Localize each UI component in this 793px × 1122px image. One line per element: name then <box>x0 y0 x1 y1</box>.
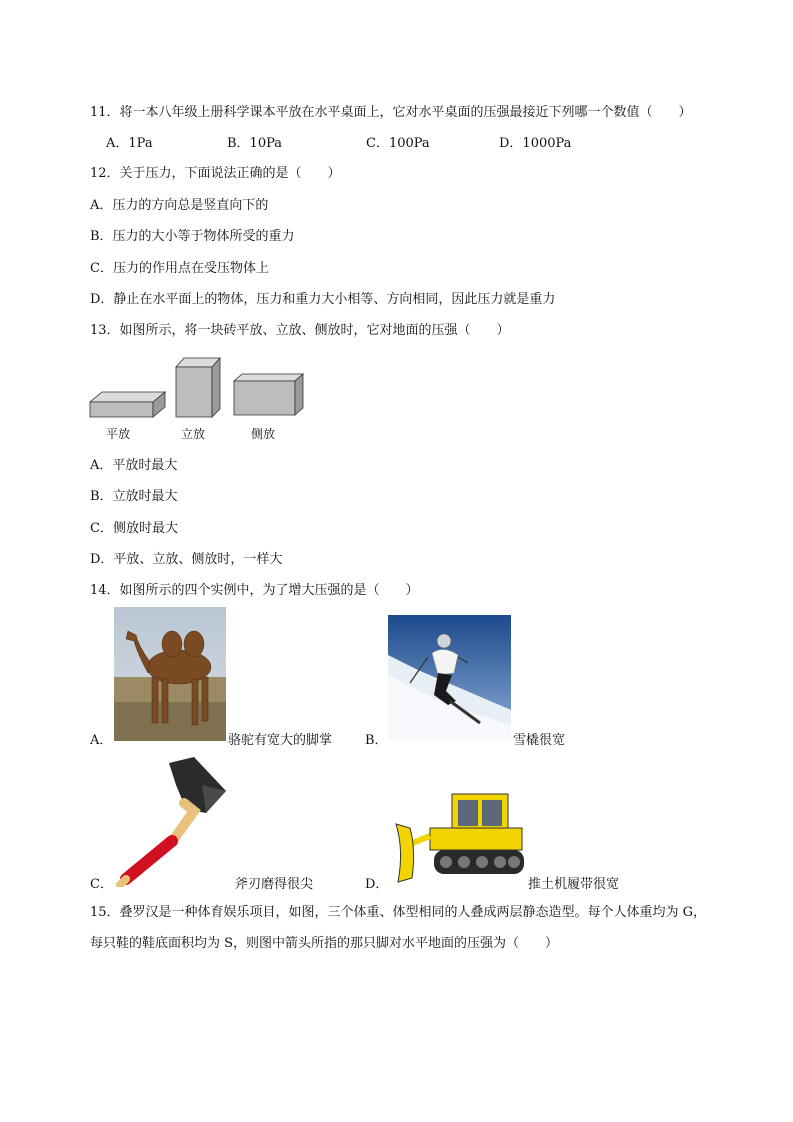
brick-flat-icon <box>90 392 165 417</box>
brick-figure <box>85 353 310 423</box>
q13-option-d: D．平放、立放、侧放时，一样大 <box>90 552 283 567</box>
label-standing: 立放 <box>181 427 206 441</box>
q15-stem-line2: 每只鞋的鞋底面积均为 S，则图中箭头所指的那只脚对水平地面的压强为（ ） <box>90 936 559 951</box>
skier-photo <box>388 615 511 741</box>
q14-option-d-letter: D． <box>365 877 389 892</box>
brick-side-icon <box>234 374 303 415</box>
label-flat: 平放 <box>106 427 131 441</box>
q12-option-a: A．压力的方向总是竖直向下的 <box>90 198 269 213</box>
q11-stem: 11．将一本八年级上册科学课本平放在水平桌面上，它对水平桌面的压强最接近下列哪一个数值（ ） <box>90 105 692 120</box>
axe-image <box>114 755 234 887</box>
q15-stem-line1: 15．叠罗汉是一种体育娱乐项目，如图，三个体重、体型相同的人叠成两层静态造型。每个人体重均为 G， <box>90 905 707 920</box>
q14-option-c-text: 斧刃磨得很尖 <box>235 877 314 892</box>
q13-option-c: C．侧放时最大 <box>90 521 178 536</box>
q14-option-c-letter: C． <box>90 877 113 892</box>
q13-option-a: A．平放时最大 <box>90 458 178 473</box>
q14-option-a-letter: A． <box>90 733 113 748</box>
q11-option-a: A．1Pa <box>106 136 153 151</box>
q11-option-b: B．10Pa <box>227 136 283 151</box>
q12-option-d: D．静止在水平面上的物体，压力和重力大小相等、方向相同，因此压力就是重力 <box>90 292 556 307</box>
q13-stem: 13．如图所示，将一块砖平放、立放、侧放时，它对地面的压强（ ） <box>90 323 510 338</box>
q14-option-a-text: 骆驼有宽大的脚掌 <box>228 733 333 748</box>
q14-option-b-text: 雪橇很宽 <box>513 733 566 748</box>
q14-option-b-letter: B． <box>365 733 388 748</box>
q11-option-d: D．1000Pa <box>499 136 572 151</box>
camel-photo <box>114 607 226 741</box>
q14-option-d-text: 推土机履带很宽 <box>528 877 620 892</box>
q13-option-b: B．立放时最大 <box>90 489 178 504</box>
q12-stem: 12．关于压力，下面说法正确的是（ ） <box>90 166 341 181</box>
q14-stem: 14．如图所示的四个实例中，为了增大压强的是（ ） <box>90 583 419 598</box>
brick-standing-icon <box>176 358 220 417</box>
q12-option-c: C．压力的作用点在受压物体上 <box>90 261 269 276</box>
q12-option-b: B．压力的大小等于物体所受的重力 <box>90 229 295 244</box>
label-side: 侧放 <box>251 427 276 441</box>
q11-option-c: C．100Pa <box>366 136 430 151</box>
bulldozer-image <box>390 788 528 886</box>
